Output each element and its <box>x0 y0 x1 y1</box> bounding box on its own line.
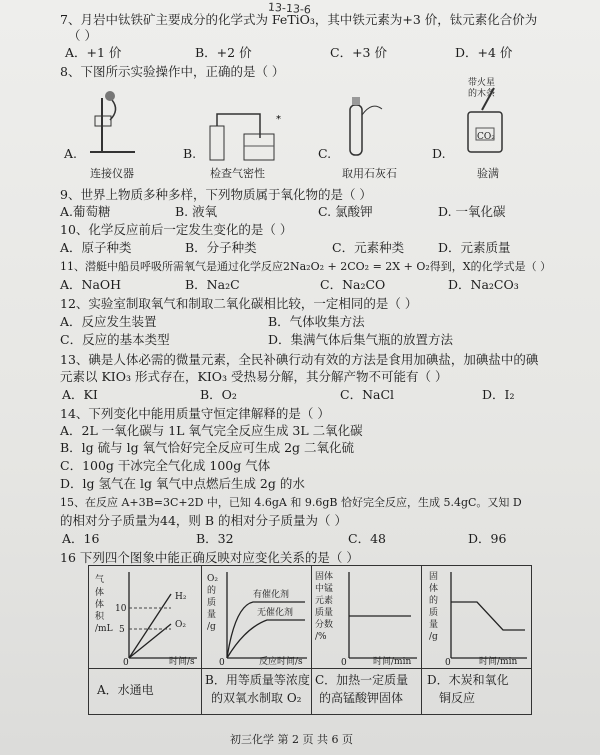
graph-b-xlabel: 反应时间/s <box>259 657 303 667</box>
graph-a-ylabel-3: 体 <box>95 600 105 610</box>
graph-c-caption-1: C．加热一定质量 <box>315 673 409 687</box>
q10-option-c: C．元素种类 <box>332 240 405 255</box>
q7-option-a: A．+1 价 <box>65 45 122 60</box>
q9-option-b: B. 液氧 <box>175 204 218 219</box>
q8-option-b: B. <box>183 146 197 161</box>
svg-text:*: * <box>276 114 281 125</box>
q8-stem: 8、下图所示实验操作中，正确的是（ ） <box>60 64 285 79</box>
q7-option-d: D．+4 价 <box>455 45 513 60</box>
graph-c-ylabel-2: 中锰 <box>315 584 334 594</box>
test-tube-limestone-icon <box>338 95 408 165</box>
graph-a-ylabel-5: /mL <box>95 624 113 634</box>
q15-option-a: A．16 <box>62 531 100 546</box>
graph-c-ylabel-6: /% <box>315 632 327 642</box>
q11-option-d: D．Na₂CO₃ <box>448 277 519 292</box>
graph-c-ylabel-4: 质量 <box>315 608 334 618</box>
q8-caption-c: 取用石灰石 <box>342 167 397 180</box>
q14-option-c: C．100g 干冰完全气化成 100g 气体 <box>60 458 271 473</box>
graph-b-ylabel-5: /g <box>207 622 216 632</box>
q12-option-c: C．反应的基本类型 <box>60 332 170 347</box>
q8-option-d: D. <box>432 146 446 161</box>
graph-c-caption-2: 的高锰酸钾固体 <box>319 691 404 705</box>
graph-d-caption-2: 铜反应 <box>439 691 476 705</box>
graph-a-ylabel-4: 积 <box>95 612 105 622</box>
graph-a-ylabel-2: 体 <box>95 588 105 598</box>
q12-stem: 12、实验室制取氧气和制取二氧化碳相比较，一定相同的是（ ） <box>60 296 418 311</box>
q11-stem: 11、潜艇中船员呼吸所需氧气是通过化学反应2Na₂O₂ + 2CO₂ = 2X + O₂得到，X的化学式是（ ） <box>60 260 552 273</box>
q13-line1: 13、碘是人体必需的微量元素，全民补碘行动有效的方法是食用加碘盐，加碘盐中的碘 <box>60 352 539 367</box>
page-footer: 初三化学 第 2 页 共 6 页 <box>230 733 353 746</box>
q7-option-c: C．+3 价 <box>330 45 387 60</box>
q15-line2: 的相对分子质量为44，则 B 的相对分子质量为（ ） <box>60 513 348 528</box>
airtightness-check-icon <box>200 108 285 163</box>
q16-table <box>88 565 532 715</box>
graph-b-ylabel-1: O₂ <box>207 574 218 584</box>
q8-d-label-top: 带火星 <box>468 78 496 88</box>
q11-option-c: C．Na₂CO <box>320 277 386 292</box>
co2-label: CO₂ <box>477 132 495 142</box>
q8-option-c: C. <box>318 146 332 161</box>
co2-bottle-icon <box>460 80 510 160</box>
q10-stem: 10、化学反应前后一定发生变化的是（ ） <box>60 222 293 237</box>
graph-a-y5: 5 <box>119 625 125 635</box>
q12-option-d: D．集满气体后集气瓶的放置方法 <box>268 332 454 347</box>
q7-option-b: B．+2 价 <box>195 45 252 60</box>
q15-option-d: D．96 <box>468 531 507 546</box>
graph-c-ylabel-1: 固体 <box>315 572 334 582</box>
q8-option-a: A. <box>64 146 78 161</box>
q12-option-a: A．反应发生装置 <box>60 314 157 329</box>
graph-c-ylabel-5: 分数 <box>315 620 334 630</box>
q13-option-b: B．O₂ <box>200 387 237 402</box>
graph-c-origin: 0 <box>341 658 347 668</box>
graph-b-origin: 0 <box>219 658 225 668</box>
q14-option-a: A．2L 一氧化碳与 1L 氧气完全反应生成 3L 二氧化碳 <box>60 423 363 438</box>
q16-stem: 16 下列四个图象中能正确反映对应变化关系的是（ ） <box>60 550 359 565</box>
apparatus-connect-icon <box>80 80 160 160</box>
q9-stem: 9、世界上物质多种多样，下列物质属于氧化物的是（ ） <box>60 187 372 202</box>
graph-d-ylabel-4: 质 <box>429 608 439 618</box>
graph-b-caption-1: B．用等质量等浓度 <box>205 673 310 687</box>
graph-d-caption-1: D．木炭和氧化 <box>427 673 509 687</box>
graph-a <box>89 566 201 668</box>
graph-d-ylabel-5: 量 <box>429 620 439 630</box>
q14-option-d: D．lg 氢气在 lg 氧气中点燃后生成 2g 的水 <box>60 476 305 491</box>
graph-c-xlabel: 时间/min <box>373 657 412 667</box>
graph-a-xlabel: 时间/s <box>169 657 195 667</box>
graph-d-ylabel-3: 的 <box>429 596 439 606</box>
graph-a-origin: 0 <box>123 658 129 668</box>
graph-a-y10: 10 <box>115 604 127 614</box>
graph-d-ylabel-2: 体 <box>429 584 439 594</box>
graph-a-h2: H₂ <box>175 592 187 602</box>
q8-caption-b: 检查气密性 <box>210 167 265 180</box>
q11-option-a: A．NaOH <box>60 277 122 292</box>
handwritten-note: 13-13-6 <box>267 0 312 17</box>
graph-b-ylabel-4: 量 <box>207 610 217 620</box>
graph-d-origin: 0 <box>445 658 451 668</box>
graph-d-ylabel-1: 固 <box>429 572 439 582</box>
graph-c-ylabel-3: 元素 <box>315 596 334 606</box>
graph-d-xlabel: 时间/min <box>479 657 518 667</box>
q9-option-c: C. 氯酸钾 <box>318 204 373 219</box>
q10-option-b: B．分子种类 <box>185 240 257 255</box>
q15-option-b: B．32 <box>196 531 234 546</box>
graph-b-no-catalyst: 无催化剂 <box>257 608 294 618</box>
q7-paren: （ ） <box>68 28 97 43</box>
q13-option-c: C．NaCl <box>340 387 395 402</box>
q12-option-b: B．气体收集方法 <box>268 314 365 329</box>
graph-a-ylabel-1: 气 <box>95 575 105 585</box>
graph-b-ylabel-3: 质 <box>207 598 217 608</box>
graph-a-caption: A．水通电 <box>97 683 154 697</box>
graph-b-catalyst: 有催化剂 <box>253 590 290 600</box>
q8-caption-d: 验满 <box>477 167 499 180</box>
q13-option-a: A．KI <box>62 387 98 402</box>
q15-option-c: C．48 <box>348 531 386 546</box>
q8-d-label-bottom: 的木条 <box>468 89 496 99</box>
q9-option-d: D. 一氧化碳 <box>438 204 506 219</box>
q13-line2: 元素以 KIO₃ 形式存在，KIO₃ 受热易分解，其分解产物不可能有（ ） <box>60 369 448 384</box>
q13-option-d: D．I₂ <box>482 387 515 402</box>
q9-option-a: A.葡萄糖 <box>60 204 111 219</box>
q10-option-d: D．元素质量 <box>438 240 511 255</box>
q14-stem: 14、下列变化中能用质量守恒定律解释的是（ ） <box>60 406 330 421</box>
q10-option-a: A．原子种类 <box>60 240 132 255</box>
graph-d-ylabel-6: /g <box>429 632 438 642</box>
q7-stem: 7、月岩中钛铁矿主要成分的化学式为 FeTiO₃，其中铁元素为+3 价，钛元素化合价为 <box>60 12 538 27</box>
q14-option-b: B．lg 硫与 lg 氧气恰好完全反应可生成 2g 二氧化硫 <box>60 440 355 455</box>
q11-option-b: B．Na₂C <box>185 277 240 292</box>
graph-b-caption-2: 的双氧水制取 O₂ <box>211 691 302 705</box>
q8-caption-a: 连接仪器 <box>90 167 134 180</box>
graph-a-o2: O₂ <box>175 620 186 630</box>
q15-line1: 15、在反应 A+3B=3C+2D 中，已知 4.6gA 和 9.6gB 恰好完全反应，生成 5.4gC。又知 D <box>60 496 522 509</box>
graph-b-ylabel-2: 的 <box>207 586 217 596</box>
